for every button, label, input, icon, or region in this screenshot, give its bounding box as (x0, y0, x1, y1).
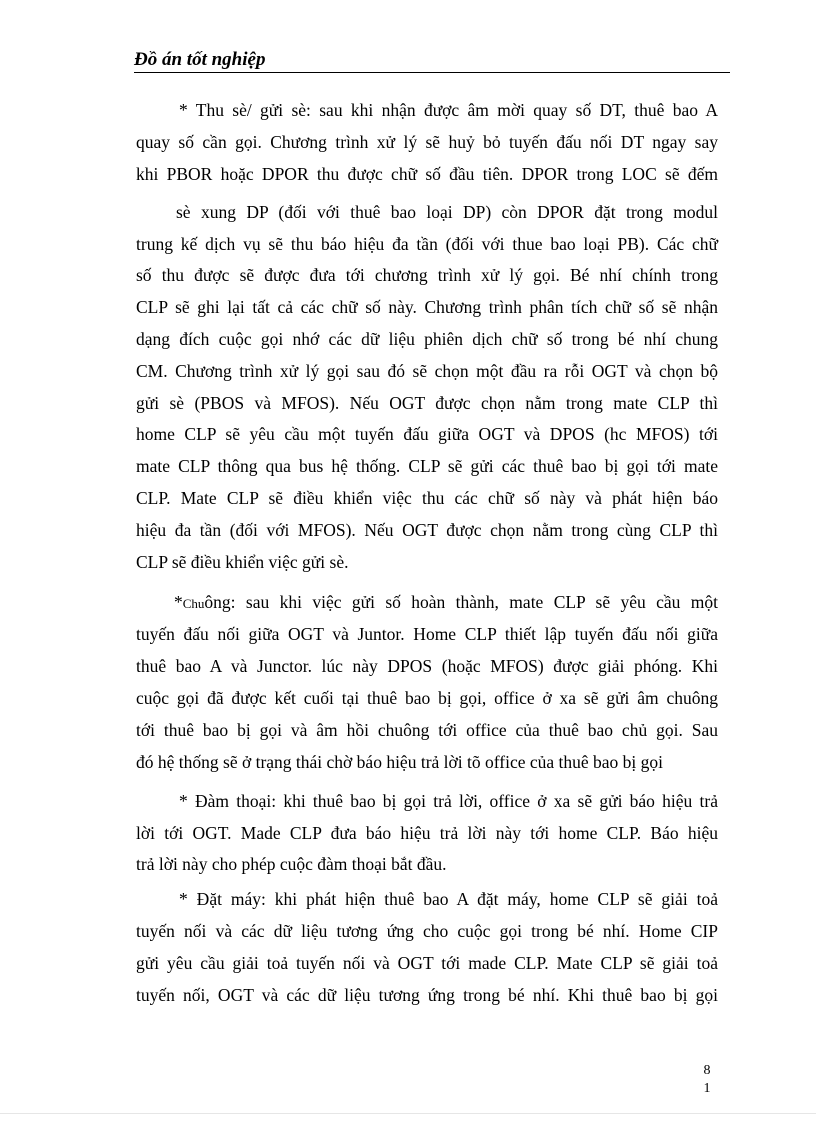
text-line: tuyến nối và các dữ liệu tương ứng cho cuộc gọi trong bé nhí. Home CIP (136, 921, 718, 941)
header-divider (134, 72, 730, 73)
text-line: * Thu sè/ gửi sè: sau khi nhận được âm mời quay số DT, thuê bao A (179, 100, 718, 120)
text-line: home CLP sẽ yêu cầu một tuyến đấu giữa OGT và DPOS (hc MFOS) tới (136, 424, 718, 444)
text-line: hiệu đa tần (đối với MFOS). Nếu OGT được chọn nằm trong cùng CLP thì (136, 520, 718, 540)
text-line: CM. Chương trình xử lý gọi sau đó sẽ chọn một đầu ra rỗi OGT và chọn bộ (136, 361, 718, 381)
text-line: trung kế dịch vụ sẽ thu báo hiệu đa tần (đối với thue bao loại PB). Các chữ (136, 234, 718, 254)
text-line: số thu được sẽ được đưa tới chương trình xử lý gọi. Bé nhí chính trong (136, 265, 718, 285)
text-line (174, 591, 718, 615)
text-line: khi PBOR hoặc DPOR thu được chữ số đầu tiên. DPOR trong LOC sẽ đếm (136, 164, 718, 184)
text-line: tuyến nối, OGT và các dữ liệu tương ứng trong bé nhí. Khi thuê bao bị gọi (136, 985, 718, 1005)
text-line: sè xung DP (đối với thuê bao loại DP) còn DPOR đặt trong modul (176, 202, 718, 222)
line-rest: ông: sau khi việc gửi số hoàn thành, mate CLP sẽ yêu cầu một (204, 592, 718, 612)
text-line: dạng đích cuộc gọi nhớ các dữ liệu phiên dịch chữ số trong bé nhí chung (136, 329, 718, 349)
text-line: gửi sè (PBOS và MFOS). Nếu OGT được chọn nằm trong mate CLP thì (136, 393, 718, 413)
text-line: quay số cần gọi. Chương trình xử lý sẽ huỷ bỏ tuyến đấu nối DT ngay say (136, 132, 718, 152)
text-line: mate CLP thông qua bus hệ thống. CLP sẽ gửi các thuê bao bị gọi tới mate (136, 456, 718, 476)
page-number-line: 8 (703, 1063, 711, 1078)
text-line: * Đặt máy: khi phát hiện thuê bao A đặt máy, home CLP sẽ giải toả (179, 889, 718, 909)
text-line: thuê bao A và Junctor. lúc này DPOS (hoặc MFOS) được giải phóng. Khi (136, 656, 718, 676)
bullet-prefix: * (174, 592, 183, 612)
text-line: trả lời này cho phép cuộc đàm thoại bắt đầu. (136, 854, 447, 874)
text-line: * Đàm thoại: khi thuê bao bị gọi trả lời, office ở xa sẽ gửi báo hiệu trả (179, 791, 718, 811)
text-line: gửi yêu cầu giải toả tuyến nối và OGT tới made CLP. Mate CLP sẽ giải toả (136, 953, 718, 973)
page-number (700, 1062, 714, 1098)
text-line: cuộc gọi đã được kết cuối tại thuê bao bị gọi, office ở xa sẽ gửi âm chuông (136, 688, 718, 708)
text-line: tuyến đấu nối giữa OGT và Juntor. Home CLP thiết lập tuyến đấu nối giữa (136, 624, 718, 644)
page-number-line: 1 (703, 1081, 711, 1096)
text-line: CLP sẽ ghi lại tất cả các chữ số này. Chương trình phân tích chữ số sẽ nhận (136, 297, 718, 317)
small-text: Chu (182, 596, 205, 611)
text-line: lời tới OGT. Made CLP đưa báo hiệu trả lời này tới home CLP. Báo hiệu (136, 823, 718, 843)
text-line: CLP sẽ điều khiển việc gửi sè. (136, 552, 349, 572)
text-line: tới thuê bao bị gọi và âm hồi chuông tới office của thuê bao chủ gọi. Sau (136, 720, 718, 740)
text-line: đó hệ thống sẽ ở trạng thái chờ báo hiệu trả lời tõ office của thuê bao bị gọi (136, 752, 664, 772)
text-line: CLP. Mate CLP sẽ điều khiển việc thu các chữ số này và phát hiện báo (136, 488, 718, 508)
page-bottom-edge (0, 1113, 816, 1114)
document-title: Đồ án tốt nghiệp (134, 49, 266, 70)
